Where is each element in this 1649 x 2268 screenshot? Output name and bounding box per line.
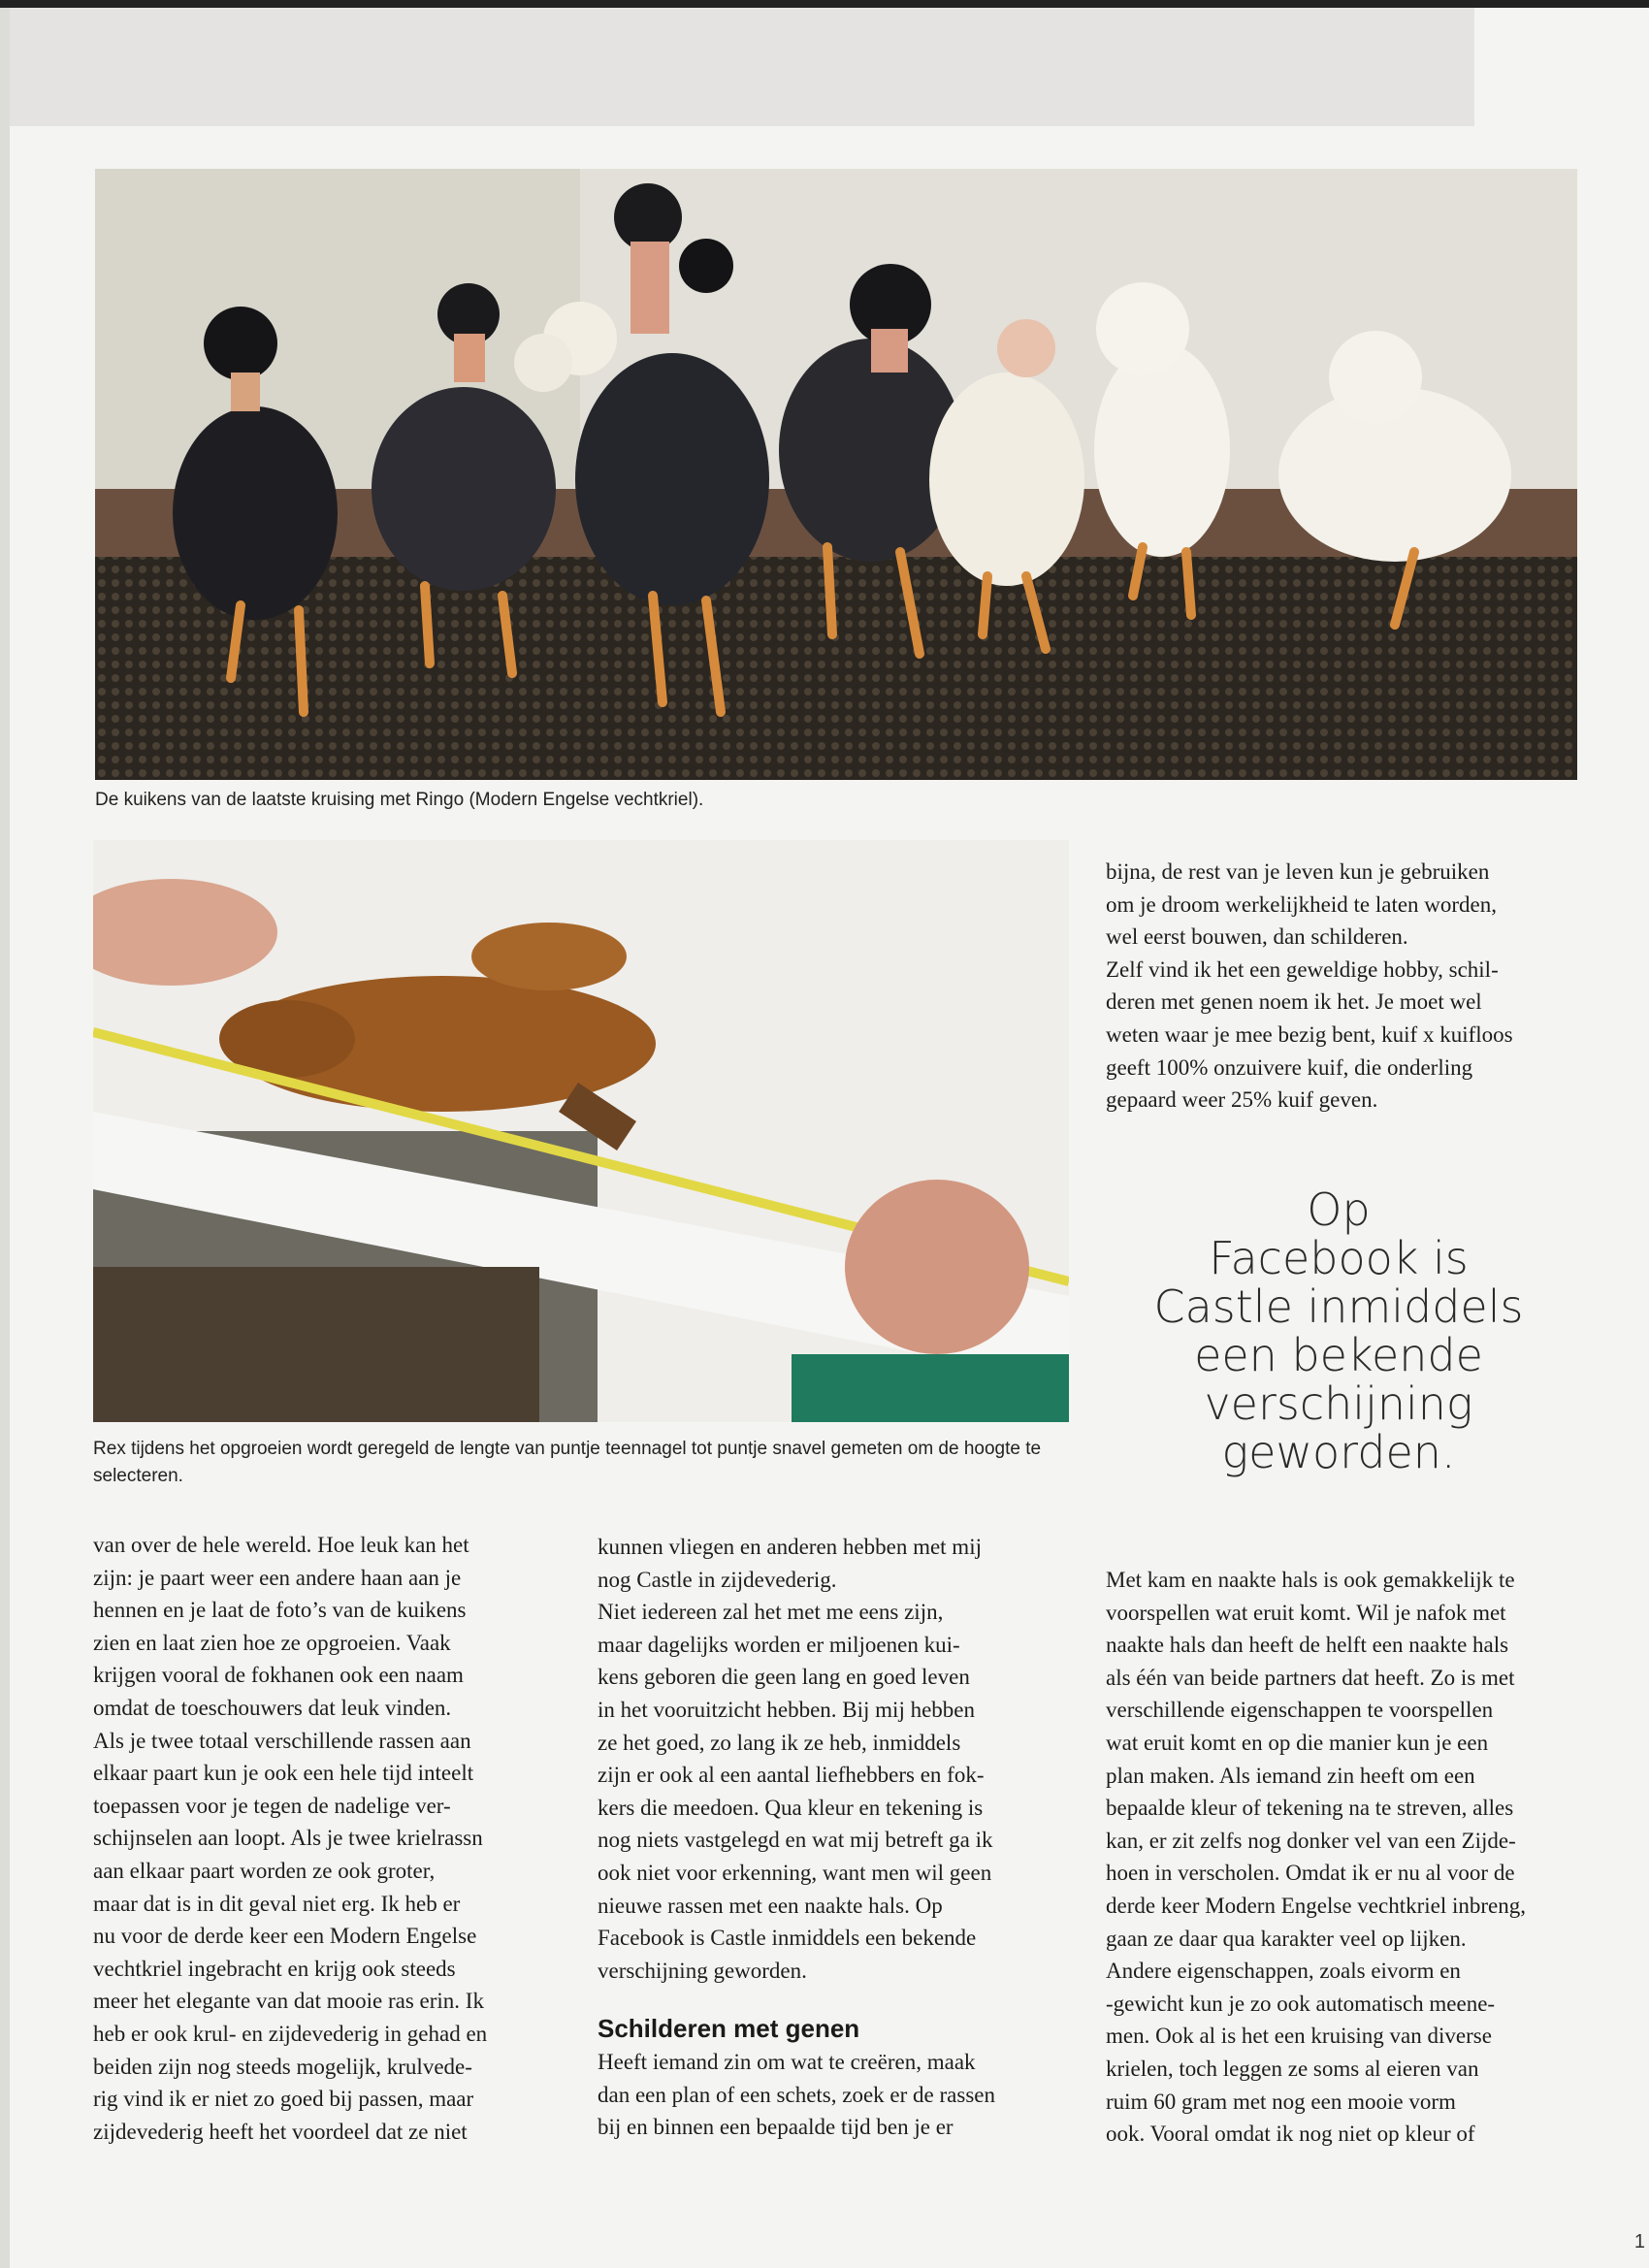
scan-top-edge (0, 0, 1649, 8)
chicks-photo (95, 169, 1577, 780)
section-heading: Schilderen met genen (598, 2014, 860, 2043)
article-text-left: van over de hele wereld. Hoe leuk kan het zijn: je paart weer een andere haan aan je hennen en je laat de foto’s van de kuikens zien en laat zien hoe ze opgroeien. Vaak krijgen vooral de fokhanen ook een naam omdat de toeschouwers dat leuk vinden. Als je twee totaal verschillende rassen aan elkaar paart kun je ook een hele tijd inteelt toepassen voor je tegen de nadelige ver- schijnselen aan loopt. Als je twee krielrassn aan elkaar paart worden ze ook groter, maar dat is in dit geval niet erg. Ik heb er nu voor de derde keer een Modern Engelse vechtkriel ingebracht en krijg ook steeds meer het elegante van dat mooie ras erin. Ik heb er ook krul- en zijdevederig in gehad en beiden zijn nog steeds mogelijk, krulvede- rig vind ik er niet zo goed bij passen, maar zijdevederig heeft het voordeel dat ze niet (93, 1533, 488, 2144)
page-number: 1 (1633, 2231, 1645, 2252)
measuring-photo (93, 840, 1069, 1422)
chicks-illustration (95, 169, 1577, 780)
measuring-illustration (93, 840, 1069, 1422)
article-text-middle: kunnen vliegen en anderen hebben met mij nog Castle in zijdevederig. Niet iedereen zal het met me eens zijn, maar dagelijks worden er miljoenen kui- kens geboren die geen lang en goed leven in het vooruitzicht hebben. Bij mij hebben ze het goed, zo lang ik ze heb, inmiddels zijn er ook al een aantal liefhebbers en fok- kers die meedoen. Qua kleur en tekening is nog niets vastgelegd en wat mij betreft ga ik ook niet voor erkenning, want men wil geen nieuwe rassen met een naakte hals. Op Facebook is Castle inmiddels een bekende verschijning geworden. (598, 1535, 993, 1983)
article-text-middle-continued: Heeft iemand zin om wat te creëren, maak dan een plan of een schets, zoek er de rassen bij en binnen een bepaalde tijd ben je er (598, 2050, 995, 2140)
measuring-caption: Rex tijdens het opgroeien wordt geregeld de lengte van puntje teennagel tot puntje snavel gemeten om de hoogte te selecteren. (93, 1439, 1042, 1486)
article-text-right-bottom: Met kam en naakte hals is ook gemakkelijk te voorspellen wat eruit komt. Wil je nafok met naakte hals dan heeft de helft een naakte hals als één van beide partners dat heeft. Zo is met verschillende eigenschappen te voorspellen wat eruit komt en op die manier kun je een plan maken. Als iemand zin heeft om een bepaalde kleur of tekening na te streven, alles kan, er zit zelfs nog donker vel van een Zijde- hoen in verscholen. Omdat ik er nu al voor de derde keer Modern Engelse vechtkriel inbreng, gaan ze daar qua karakter veel op lijken. Andere eigenschappen, zoals eivorm en -gewicht kun je zo ook automatisch meene- men. Ook al is het een kruising van diverse krielen, toch leggen ze soms al eieren van ruim 60 gram met nog een mooie vorm ook. Vooral omdat ik nog niet op kleur of (1106, 1568, 1526, 2147)
pull-quote: Op Facebook is Castle inmiddels een bekende verschijning geworden. (1153, 1183, 1524, 1478)
chicks-caption: De kuikens van de laatste kruising met Ringo (Modern Engelse vechtkriel). (95, 790, 704, 810)
article-text-right-top: bijna, de rest van je leven kun je gebruiken om je droom werkelijkheid te laten worden, wel eerst bouwen, dan schilderen. Zelf vind ik het een geweldige hobby, schil- deren met genen noem ik het. Je moet wel weten waar je mee bezig bent, kuif x kuifloos geeft 100% onzuivere kuif, die onderling gepaard weer 25% kuif geven. (1106, 859, 1513, 1113)
scan-left-edge (0, 8, 10, 2268)
header-band (0, 8, 1474, 126)
